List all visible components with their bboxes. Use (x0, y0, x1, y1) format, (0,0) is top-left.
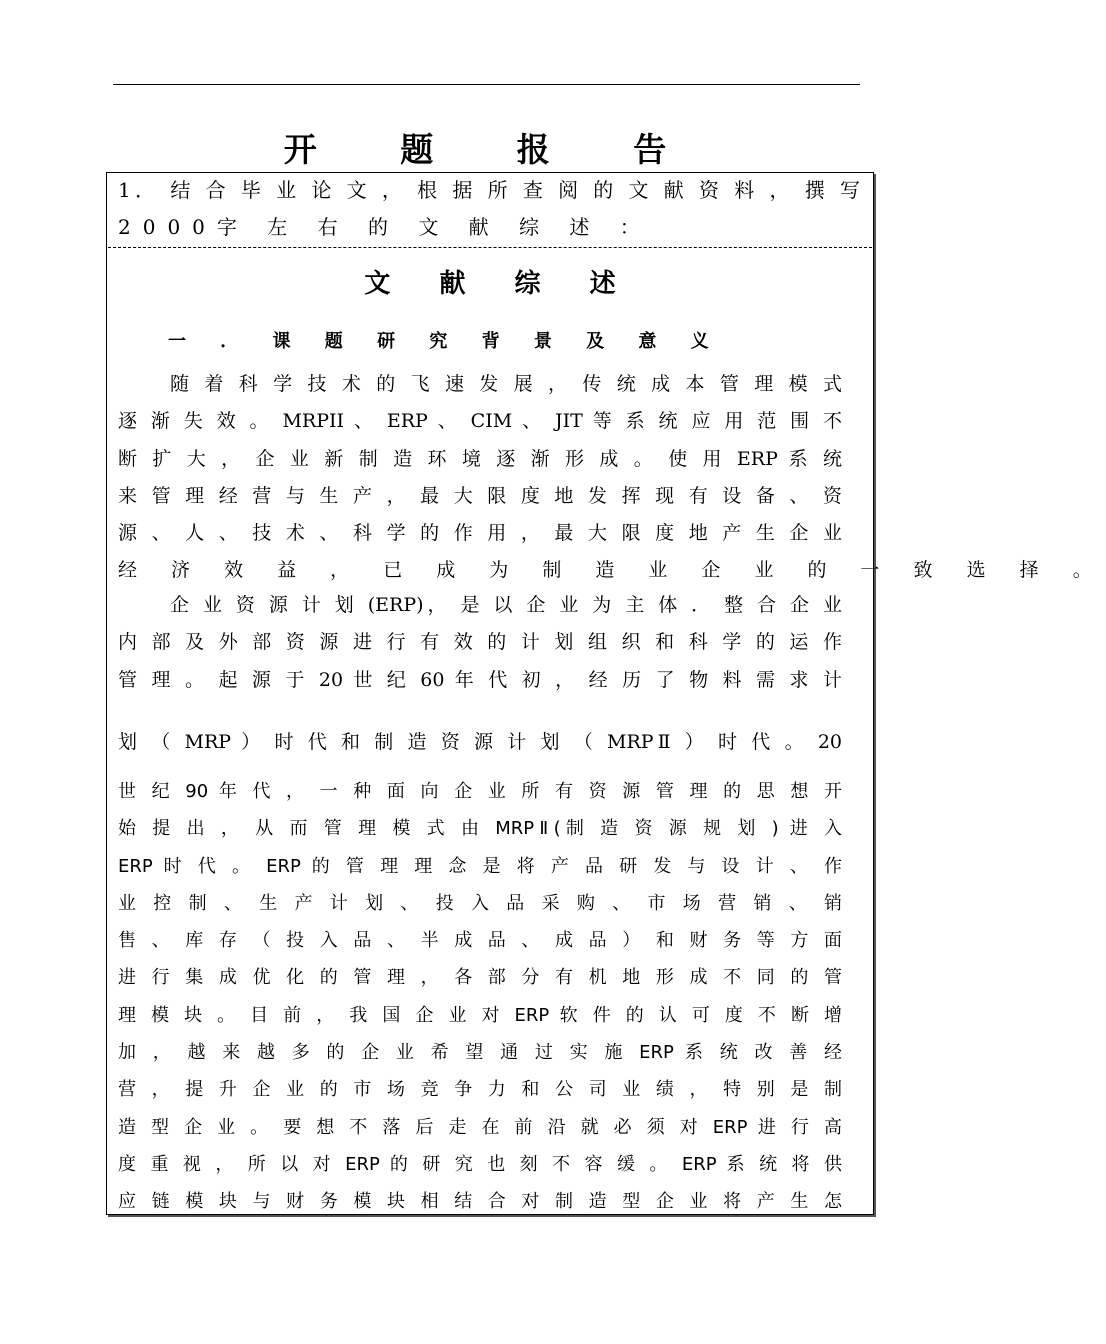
paragraph-3 (118, 773, 842, 1221)
paragraph-line: 管 理 。 起 源 于 20 世 纪 60 年 代 初 ， 经 历 了 物 料 需 求 计 (118, 668, 842, 691)
document-title: 开 题 报 告 (283, 130, 703, 169)
paragraph-line: 逐 渐 失 效 。 MRPII 、 ERP 、 CIM 、 JIT 等 系 统 应 用 范 围 不 (118, 410, 842, 433)
paragraph-2-continued (118, 724, 842, 761)
paragraph-line: 来 管 理 经 营 与 生 产 ， 最 大 限 度 地 发 挥 现 有 设 备 、 资 (118, 484, 842, 507)
prompt-line-2: 2000字 左 右 的 文 献 综 述 ： (118, 215, 652, 239)
paragraph-line: 经 济 效 益 ， 已 成 为 制 造 业 企 业 的 一 致 选 择 。 (118, 559, 1106, 582)
paragraph-line: 营 ， 提 升 企 业 的 市 场 竞 争 力 和 公 司 业 绩 ， 特 别 是 制 (118, 1079, 842, 1101)
paragraph-line: 业 控 制 、 生 产 计 划 、 投 入 品 采 购 、 市 场 营 销 、 销 (118, 892, 842, 914)
paragraph-line: 造 型 企 业 。 要 想 不 落 后 走 在 前 沿 就 必 须 对 ERP 进 行 高 (118, 1116, 842, 1138)
paragraph-line: 随 着 科 学 技 术 的 飞 速 发 展 ， 传 统 成 本 管 理 模 式 (170, 373, 842, 395)
section-title: 文 献 综 述 (364, 269, 636, 299)
paragraph-line: 进 行 集 成 优 化 的 管 理 ， 各 部 分 有 机 地 形 成 不 同 的 管 (118, 967, 842, 989)
paragraph-line: 度 重 视 ， 所 以 对 ERP 的 研 究 也 刻 不 容 缓 。 ERP 系 统 将 供 (118, 1153, 842, 1175)
paragraph-1 (118, 366, 1106, 590)
paragraph-line: 售 、 库 存 （ 投 入 品 、 半 成 品 、 成 品 ） 和 财 务 等 方 面 (118, 930, 842, 952)
paragraph-line: 始 提 出 ， 从 而 管 理 模 式 由 MRPⅡ(制 造 资 源 规 划 ) 进 入 (118, 818, 842, 840)
paragraph-line: 划 （ MRP ） 时 代 和 制 造 资 源 计 划 （ MRPⅡ ） 时 代 。 20 (118, 731, 842, 753)
paragraph-line: 理 模 块 。 目 前 ， 我 国 企 业 对 ERP 软 件 的 认 可 度 不 断 增 (118, 1004, 842, 1026)
paragraph-2 (118, 587, 842, 699)
dashed-divider (108, 247, 872, 248)
paragraph-line: 加 ， 越 来 越 多 的 企 业 希 望 通 过 实 施 ERP 系 统 改 善 经 (118, 1042, 842, 1064)
header-rule (113, 84, 860, 85)
paragraph-line: 源 、 人 、 技 术 、 科 学 的 作 用 ， 最 大 限 度 地 产 生 企 业 (118, 522, 842, 545)
paragraph-line: ERP 时 代 。 ERP 的 管 理 理 念 是 将 产 品 研 发 与 设 计 、 作 (118, 855, 842, 877)
prompt-text (118, 172, 860, 246)
paragraph-line: 世 纪 90 年 代 ， 一 种 面 向 企 业 所 有 资 源 管 理 的 思 想 开 (118, 781, 842, 802)
paragraph-line: 内 部 及 外 部 资 源 进 行 有 效 的 计 划 组 织 和 科 学 的 运 作 (118, 631, 842, 654)
subsection-heading: 一 ． 课 题 研 究 背 景 及 意 义 (168, 331, 723, 352)
prompt-line-1: 1． 结 合 毕 业 论 文 ， 根 据 所 查 阅 的 文 献 资 料 ， 撰 写 (118, 178, 860, 202)
paragraph-line: 断 扩 大 ， 企 业 新 制 造 环 境 逐 渐 形 成 。 使 用 ERP 系 统 (118, 447, 842, 470)
paragraph-line: 企 业 资 源 计 划 (ERP)， 是 以 企 业 为 主 体 ． 整 合 企 业 (170, 594, 842, 616)
paragraph-line: 应 链 模 块 与 财 务 模 块 相 结 合 对 制 造 型 企 业 将 产 生 怎 (118, 1191, 842, 1213)
